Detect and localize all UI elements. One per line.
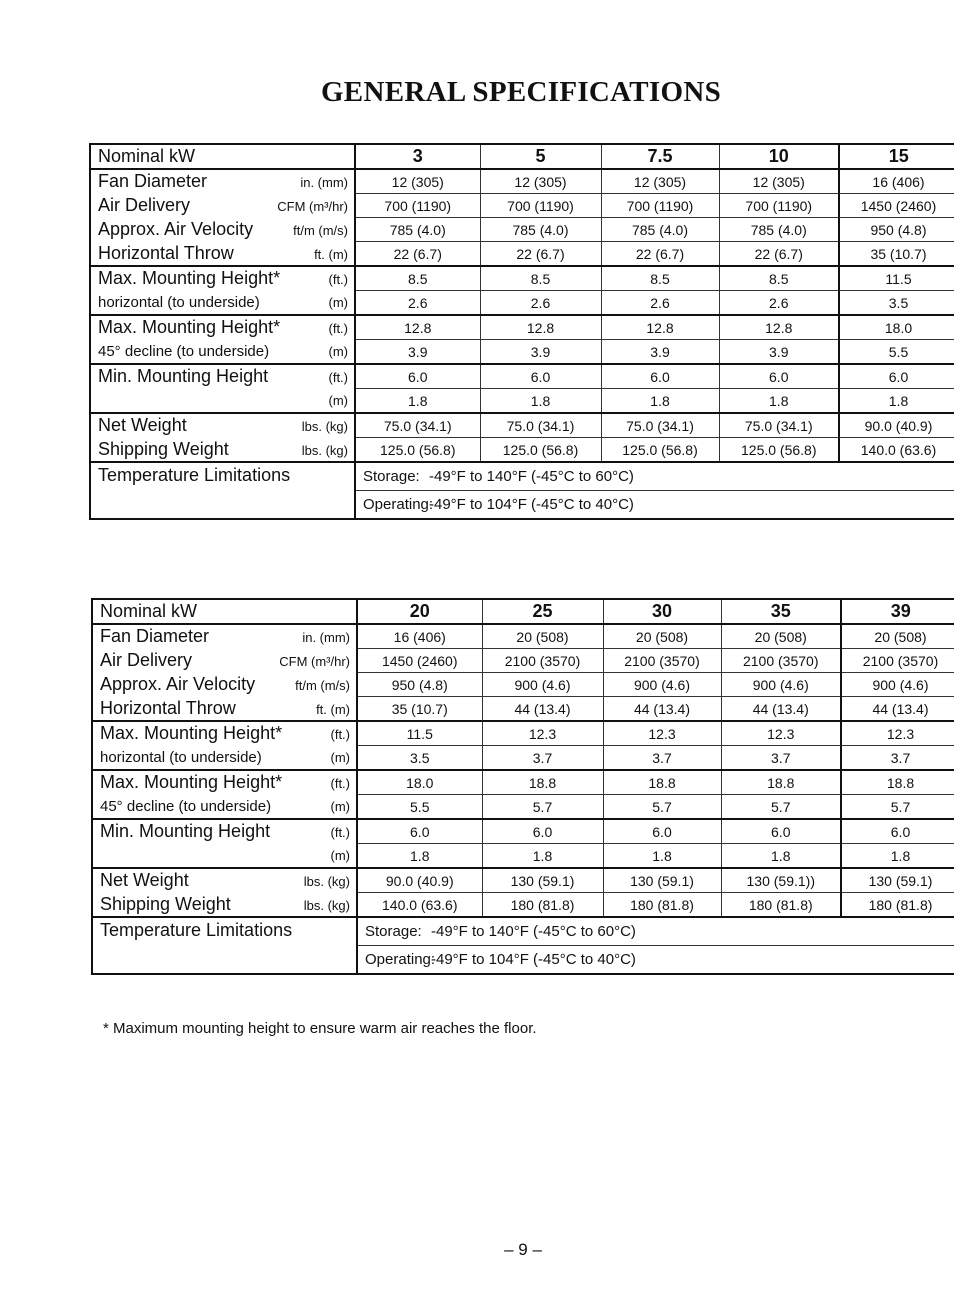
spec-value: 8.5 [719,266,839,291]
row-label: Max. Mounting Height* [100,772,283,793]
spec-row [90,242,954,267]
spec-row [92,746,954,771]
spec-value: 12.8 [480,315,601,340]
spec-value: 1.8 [482,844,603,869]
temperature-label-cell [92,917,357,974]
spec-value: 12 (305) [719,169,839,194]
spec-value: 6.0 [357,819,482,844]
row-label: Max. Mounting Height* [100,723,283,744]
spec-value: 12.8 [719,315,839,340]
spec-value: 900 (4.6) [841,673,954,697]
row-label: Shipping Weight [98,438,229,459]
spec-value: 140.0 (63.6) [839,438,954,463]
row-label-cell [92,868,357,893]
spec-value: 130 (59.1) [482,868,603,893]
spec-value: 18.0 [839,315,954,340]
spec-value: 3.9 [601,340,719,365]
spec-value: 44 (13.4) [482,697,603,722]
spec-row [92,868,954,893]
spec-value: 700 (1190) [719,194,839,218]
row-label: Air Delivery [98,195,191,215]
temperature-storage-label: Storage: [363,468,420,485]
row-label: Max. Mounting Height* [98,317,281,338]
spec-value: 6.0 [839,364,954,389]
spec-row [90,218,954,242]
spec-value: 180 (81.8) [721,893,841,918]
row-unit: ft. (m) [316,701,350,717]
spec-value: 2.6 [719,291,839,316]
spec-value: 6.0 [355,364,480,389]
spec-value: 35 (10.7) [357,697,482,722]
spec-value: 22 (6.7) [601,242,719,267]
row-unit: ft. (m) [314,246,348,262]
spec-value: 20 (508) [482,624,603,649]
spec-value: 12.3 [482,721,603,746]
page-number: – 9 – [504,1240,542,1259]
temperature-label: Temperature Limitations [100,920,293,940]
spec-row [90,291,954,316]
spec-value: 12.3 [721,721,841,746]
spec-value: 6.0 [603,819,721,844]
row-label: Min. Mounting Height [100,821,271,842]
row-label-cell [90,266,355,291]
spec-table [91,598,954,975]
row-label: Horizontal Throw [100,697,236,718]
row-label-cell [92,697,357,722]
row-label: Max. Mounting Height* [98,268,281,289]
spec-value: 6.0 [480,364,601,389]
spec-value: 44 (13.4) [603,697,721,722]
row-label-cell [90,340,355,365]
temperature-label-cell [90,462,355,519]
spec-value: 900 (4.6) [603,673,721,697]
spec-value: 125.0 (56.8) [480,438,601,463]
spec-value: 125.0 (56.8) [355,438,480,463]
spec-value: 5.7 [841,795,954,820]
row-label-cell [90,242,355,267]
spec-value: 12.8 [601,315,719,340]
row-label-cell [92,624,357,649]
spec-value: 3.9 [719,340,839,365]
spec-value: 785 (4.0) [355,218,480,242]
row-unit: lbs. (kg) [301,419,348,435]
spec-value: 700 (1190) [601,194,719,218]
row-label-cell [90,169,355,194]
row-label: Fan Diameter [100,626,210,647]
temperature-operating-label: Operating: [363,496,434,513]
spec-value: 22 (6.7) [719,242,839,267]
spec-row [92,673,954,697]
spec-value: 2.6 [355,291,480,316]
spec-value: 75.0 (34.1) [719,413,839,438]
spec-value: 8.5 [601,266,719,291]
row-unit: (ft.) [330,776,350,792]
spec-row [90,340,954,365]
spec-value: 3.7 [721,746,841,771]
spec-value: 785 (4.0) [719,218,839,242]
spec-value: 2100 (3570) [721,649,841,673]
row-unit: (ft.) [330,727,350,743]
row-label: horizontal (to underside) [100,748,262,766]
spec-value: 900 (4.6) [721,673,841,697]
temperature-operating-range: -49°F to 104°F (-45°C to 40°C) [431,951,636,968]
spec-row [92,599,954,624]
spec-value: 1.8 [355,389,480,414]
spec-row [90,266,954,291]
spec-value: 6.0 [482,819,603,844]
spec-value: 785 (4.0) [480,218,601,242]
spec-value: 6.0 [601,364,719,389]
row-unit: (m) [328,392,348,408]
spec-value: 1.8 [839,389,954,414]
spec-value: 5.5 [357,795,482,820]
row-label-cell [92,599,357,624]
row-label-cell [90,194,355,218]
row-label-cell [90,144,355,169]
row-label: Horizontal Throw [98,242,234,263]
spec-value: 3.7 [603,746,721,771]
row-label-cell [92,673,357,697]
spec-value: 3.5 [357,746,482,771]
spec-row [90,194,954,218]
spec-value: 2100 (3570) [482,649,603,673]
nominal-kw-header: 15 [839,144,954,169]
row-label-cell [90,315,355,340]
nominal-kw-header: 20 [357,599,482,624]
row-unit: ft/m (m/s) [295,678,350,693]
spec-value: 75.0 (34.1) [601,413,719,438]
row-label-cell [92,649,357,673]
row-unit: (m) [330,847,350,863]
spec-value: 130 (59.1) [603,868,721,893]
spec-value: 180 (81.8) [603,893,721,918]
row-label: 45° decline (to underside) [98,342,270,360]
spec-value: 140.0 (63.6) [357,893,482,918]
row-unit: lbs. (kg) [303,897,350,913]
row-unit: in. (mm) [300,175,348,191]
spec-value: 1.8 [357,844,482,869]
spec-value: 5.7 [603,795,721,820]
spec-value: 75.0 (34.1) [355,413,480,438]
temperature-row [92,917,954,946]
spec-value: 6.0 [721,819,841,844]
row-unit: CFM (m³/hr) [279,654,350,669]
spec-row [92,844,954,869]
spec-value: 950 (4.8) [357,673,482,697]
spec-row [92,770,954,795]
row-label-cell [90,438,355,463]
spec-row [90,389,954,414]
spec-value: 12.3 [603,721,721,746]
spec-value: 35 (10.7) [839,242,954,267]
spec-value: 5.7 [482,795,603,820]
row-label-cell [90,389,355,414]
spec-value: 1.8 [721,844,841,869]
spec-value: 18.8 [482,770,603,795]
nominal-kw-header: 35 [721,599,841,624]
temperature-operating-label: Operating: [365,951,436,968]
spec-value: 12.3 [841,721,954,746]
spec-value: 2.6 [601,291,719,316]
spec-value: 16 (406) [839,169,954,194]
spec-value: 950 (4.8) [839,218,954,242]
row-label: Approx. Air Velocity [100,674,256,694]
spec-value: 3.5 [839,291,954,316]
row-unit: (ft.) [328,370,348,386]
nominal-kw-header: 7.5 [601,144,719,169]
temperature-row [90,462,954,491]
spec-value: 90.0 (40.9) [839,413,954,438]
temperature-storage-range: -49°F to 140°F (-45°C to 60°C) [431,923,636,940]
temperature-operating [355,491,954,520]
spec-row [90,364,954,389]
spec-value: 3.9 [480,340,601,365]
spec-value: 3.9 [355,340,480,365]
spec-value: 1.8 [719,389,839,414]
spec-value: 20 (508) [841,624,954,649]
spec-value: 5.7 [721,795,841,820]
spec-value: 1.8 [603,844,721,869]
row-label: Approx. Air Velocity [98,219,254,239]
temperature-storage-range: -49°F to 140°F (-45°C to 60°C) [429,468,634,485]
spec-value: 2.6 [480,291,601,316]
row-label: Shipping Weight [100,893,231,914]
row-unit: CFM (m³/hr) [277,199,348,214]
spec-value: 22 (6.7) [355,242,480,267]
spec-value: 11.5 [357,721,482,746]
spec-value: 11.5 [839,266,954,291]
row-unit: (ft.) [328,321,348,337]
row-label-cell [92,746,357,771]
row-unit: ft/m (m/s) [293,223,348,238]
spec-value: 1.8 [841,844,954,869]
spec-value: 125.0 (56.8) [601,438,719,463]
spec-value: 12.8 [355,315,480,340]
spec-value: 2100 (3570) [841,649,954,673]
nominal-kw-header: 10 [719,144,839,169]
spec-value: 8.5 [480,266,601,291]
spec-row [90,413,954,438]
temperature-operating [357,946,954,975]
row-unit: (m) [328,294,348,310]
spec-table [89,143,954,520]
row-unit: (m) [330,749,350,765]
spec-value: 20 (508) [603,624,721,649]
spec-row [90,169,954,194]
nominal-kw-header: 30 [603,599,721,624]
spec-value: 22 (6.7) [480,242,601,267]
nominal-kw-header: 5 [480,144,601,169]
temperature-storage [357,917,954,946]
row-unit: in. (mm) [302,630,350,646]
row-label-cell [90,364,355,389]
row-label: Air Delivery [100,650,193,670]
row-unit: lbs. (kg) [301,442,348,458]
row-label-cell [92,721,357,746]
row-label: Min. Mounting Height [98,366,269,387]
spec-row [92,649,954,673]
spec-value: 12 (305) [480,169,601,194]
spec-value: 44 (13.4) [721,697,841,722]
temperature-operating-range: -49°F to 104°F (-45°C to 40°C) [429,496,634,513]
spec-value: 1450 (2460) [839,194,954,218]
spec-value: 44 (13.4) [841,697,954,722]
row-label: 45° decline (to underside) [100,797,272,815]
spec-value: 90.0 (40.9) [357,868,482,893]
spec-value: 1.8 [601,389,719,414]
row-unit: (m) [328,343,348,359]
spec-row [92,624,954,649]
spec-value: 2100 (3570) [603,649,721,673]
row-label-cell [92,819,357,844]
spec-value: 18.0 [357,770,482,795]
row-label-cell [90,291,355,316]
spec-value: 5.5 [839,340,954,365]
nominal-kw-header: 39 [841,599,954,624]
spec-value: 700 (1190) [355,194,480,218]
row-unit: (m) [330,798,350,814]
row-label-cell [92,893,357,918]
spec-value: 12 (305) [355,169,480,194]
spec-row [92,697,954,722]
spec-value: 130 (59.1)) [721,868,841,893]
row-label-cell [92,795,357,820]
row-label: horizontal (to underside) [98,293,260,311]
row-label: Nominal kW [100,601,198,621]
spec-row [90,144,954,169]
row-unit: (ft.) [328,272,348,288]
spec-value: 8.5 [355,266,480,291]
row-label: Net Weight [98,415,187,436]
row-label-cell [92,844,357,869]
spec-value: 18.8 [841,770,954,795]
spec-row [92,721,954,746]
page-title: GENERAL SPECIFICATIONS [320,76,722,108]
spec-value: 180 (81.8) [841,893,954,918]
row-label: Net Weight [100,870,189,891]
spec-value: 18.8 [721,770,841,795]
nominal-kw-header: 25 [482,599,603,624]
row-label-cell [92,770,357,795]
spec-row [92,819,954,844]
spec-value: 1.8 [480,389,601,414]
spec-value: 1450 (2460) [357,649,482,673]
spec-row [92,795,954,820]
spec-value: 130 (59.1) [841,868,954,893]
spec-value: 75.0 (34.1) [480,413,601,438]
spec-value: 16 (406) [357,624,482,649]
row-unit: (ft.) [330,825,350,841]
spec-value: 900 (4.6) [482,673,603,697]
row-label-cell [90,413,355,438]
spec-value: 12 (305) [601,169,719,194]
row-label: Nominal kW [98,146,196,166]
temperature-storage [355,462,954,491]
spec-value: 3.7 [841,746,954,771]
spec-value: 18.8 [603,770,721,795]
row-unit: lbs. (kg) [303,874,350,890]
temperature-label: Temperature Limitations [98,465,291,485]
row-label-cell [90,218,355,242]
spec-value: 700 (1190) [480,194,601,218]
spec-row [90,438,954,463]
nominal-kw-header: 3 [355,144,480,169]
spec-value: 6.0 [841,819,954,844]
spec-value: 785 (4.0) [601,218,719,242]
spec-value: 6.0 [719,364,839,389]
temperature-storage-label: Storage: [365,923,422,940]
spec-row [92,893,954,918]
spec-value: 20 (508) [721,624,841,649]
spec-value: 125.0 (56.8) [719,438,839,463]
spec-row [90,315,954,340]
spec-value: 3.7 [482,746,603,771]
row-label: Fan Diameter [98,171,208,192]
footnote: * Maximum mounting height to ensure warm air reaches the floor. [103,1020,537,1037]
spec-value: 180 (81.8) [482,893,603,918]
